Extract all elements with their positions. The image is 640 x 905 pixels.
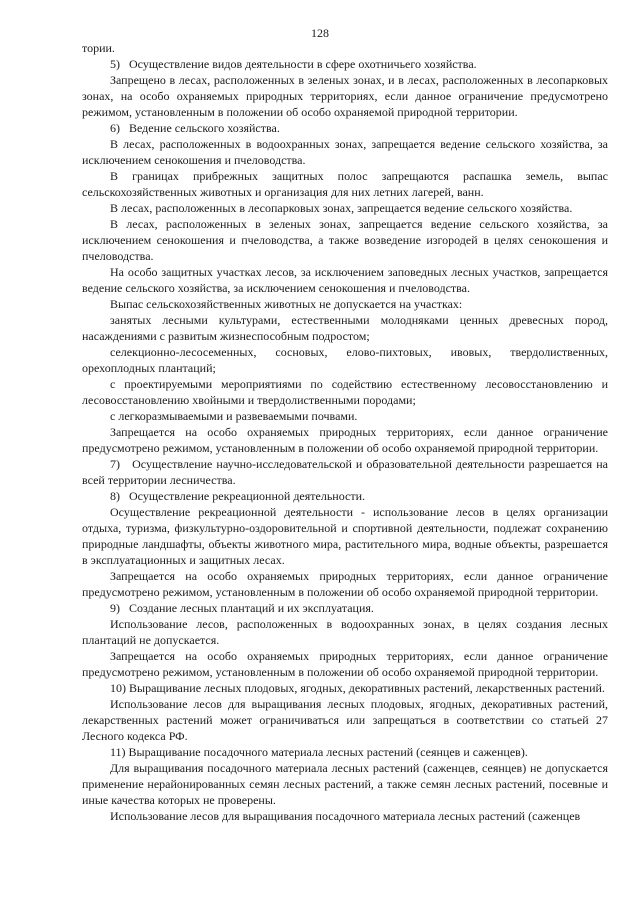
paragraph: Запрещается на особо охраняемых природных территориях, если данное ограничение предусмотрено режимом, установленным в положении об особо охраняемой природной территории. (82, 649, 608, 679)
paragraph: На особо защитных участках лесов, за исключением заповедных лесных участков, запрещается ведение сельского хозяйства, за исключением сенокошения и пчеловодства. (82, 265, 608, 295)
paragraph: В границах прибрежных защитных полос запрещаются распашка земель, выпас сельскохозяйственных животных и организация для них летних лагерей, ванн. (82, 169, 608, 199)
paragraph: Использование лесов для выращивания посадочного материала лесных растений (саженцев (110, 809, 581, 823)
list-item: с легкоразмываемыми и развеваемыми почвами. (110, 409, 358, 423)
paragraph: Использование лесов для выращивания лесных плодовых, ягодных, декоративных растений, лекарственных растений может ограничиваться или запрещаться в соответствии со статьей 27 Лесного кодекса РФ. (82, 697, 608, 743)
paragraph: Использование лесов, расположенных в водоохранных зонах, в целях создания лесных плантаций не допускается. (82, 617, 608, 647)
document-body (82, 40, 608, 824)
paragraph: В лесах, расположенных в зеленых зонах, запрещается ведение сельского хозяйства, за исключением сенокошения и пчеловодства, а также возведение изгородей в целях сенокошения и пчеловодства. (82, 217, 608, 263)
section-heading: 6) Ведение сельского хозяйства. (110, 121, 280, 135)
paragraph: Выпас сельскохозяйственных животных не допускается на участках: (110, 297, 463, 311)
list-item: с проектируемыми мероприятиями по содействию естественному лесовосстановлению и лесовосстановлению хвойными и твердолиственными породами; (82, 377, 608, 407)
paragraph: Запрещается на особо охраняемых природных территориях, если данное ограничение предусмотрено режимом, установленным в положении об особо охраняемой природной территории. (82, 425, 608, 455)
list-item: занятых лесными культурами, естественными молодняками ценных древесных пород, насаждениями с развитым жизнеспособным подростом; (82, 313, 608, 343)
section-heading: 11) Выращивание посадочного материала лесных растений (сеянцев и саженцев). (110, 745, 528, 759)
page-number: 128 (311, 26, 329, 40)
paragraph: В лесах, расположенных в водоохранных зонах, запрещается ведение сельского хозяйства, за исключением сенокошения и пчеловодства. (82, 137, 608, 167)
paragraph: тории. (82, 41, 115, 55)
paragraph: Для выращивания посадочного материала лесных растений (саженцев, сеянцев) не допускается применение нерайонированных семян лесных растений, а также семян лесных растений, посевные и иные качества которых не проверены. (82, 761, 608, 807)
section-heading: 8) Осуществление рекреационной деятельности. (110, 489, 366, 503)
paragraph: Запрещается на особо охраняемых природных территориях, если данное ограничение предусмотрено режимом, установленным в положении об особо охраняемой природной территории. (82, 569, 608, 599)
section-heading: 10) Выращивание лесных плодовых, ягодных, декоративных растений, лекарственных растений. (110, 681, 605, 695)
section-heading: 7) Осуществление научно-исследовательской и образовательной деятельности разрешается на всей территории лесничества. (82, 457, 608, 487)
section-heading: 5) Осуществление видов деятельности в сфере охотничьего хозяйства. (110, 57, 477, 71)
paragraph: Запрещено в лесах, расположенных в зеленых зонах, и в лесах, расположенных в лесопарковых зонах, на особо охраняемых природных территориях, если данное ограничение предусмотрено режимом, установленным в положении об особо охраняемой природной территории. (82, 73, 608, 119)
section-heading: 9) Создание лесных плантаций и их эксплуатация. (110, 601, 374, 615)
paragraph: Осуществление рекреационной деятельности - использование лесов в целях организации отдыха, туризма, физкультурно-оздоровительной и спортивной деятельности, подлежат сохранению природные ландшафты, объекты животного мира, растительного мира, водные объекты, разрешается в эксплуатационных и защитных лесах. (82, 505, 608, 567)
paragraph: В лесах, расположенных в лесопарковых зонах, запрещается ведение сельского хозяйства. (110, 201, 573, 215)
list-item: селекционно-лесосеменных, сосновых, елово-пихтовых, ивовых, твердолиственных, орехоплодных плантаций; (82, 345, 608, 375)
